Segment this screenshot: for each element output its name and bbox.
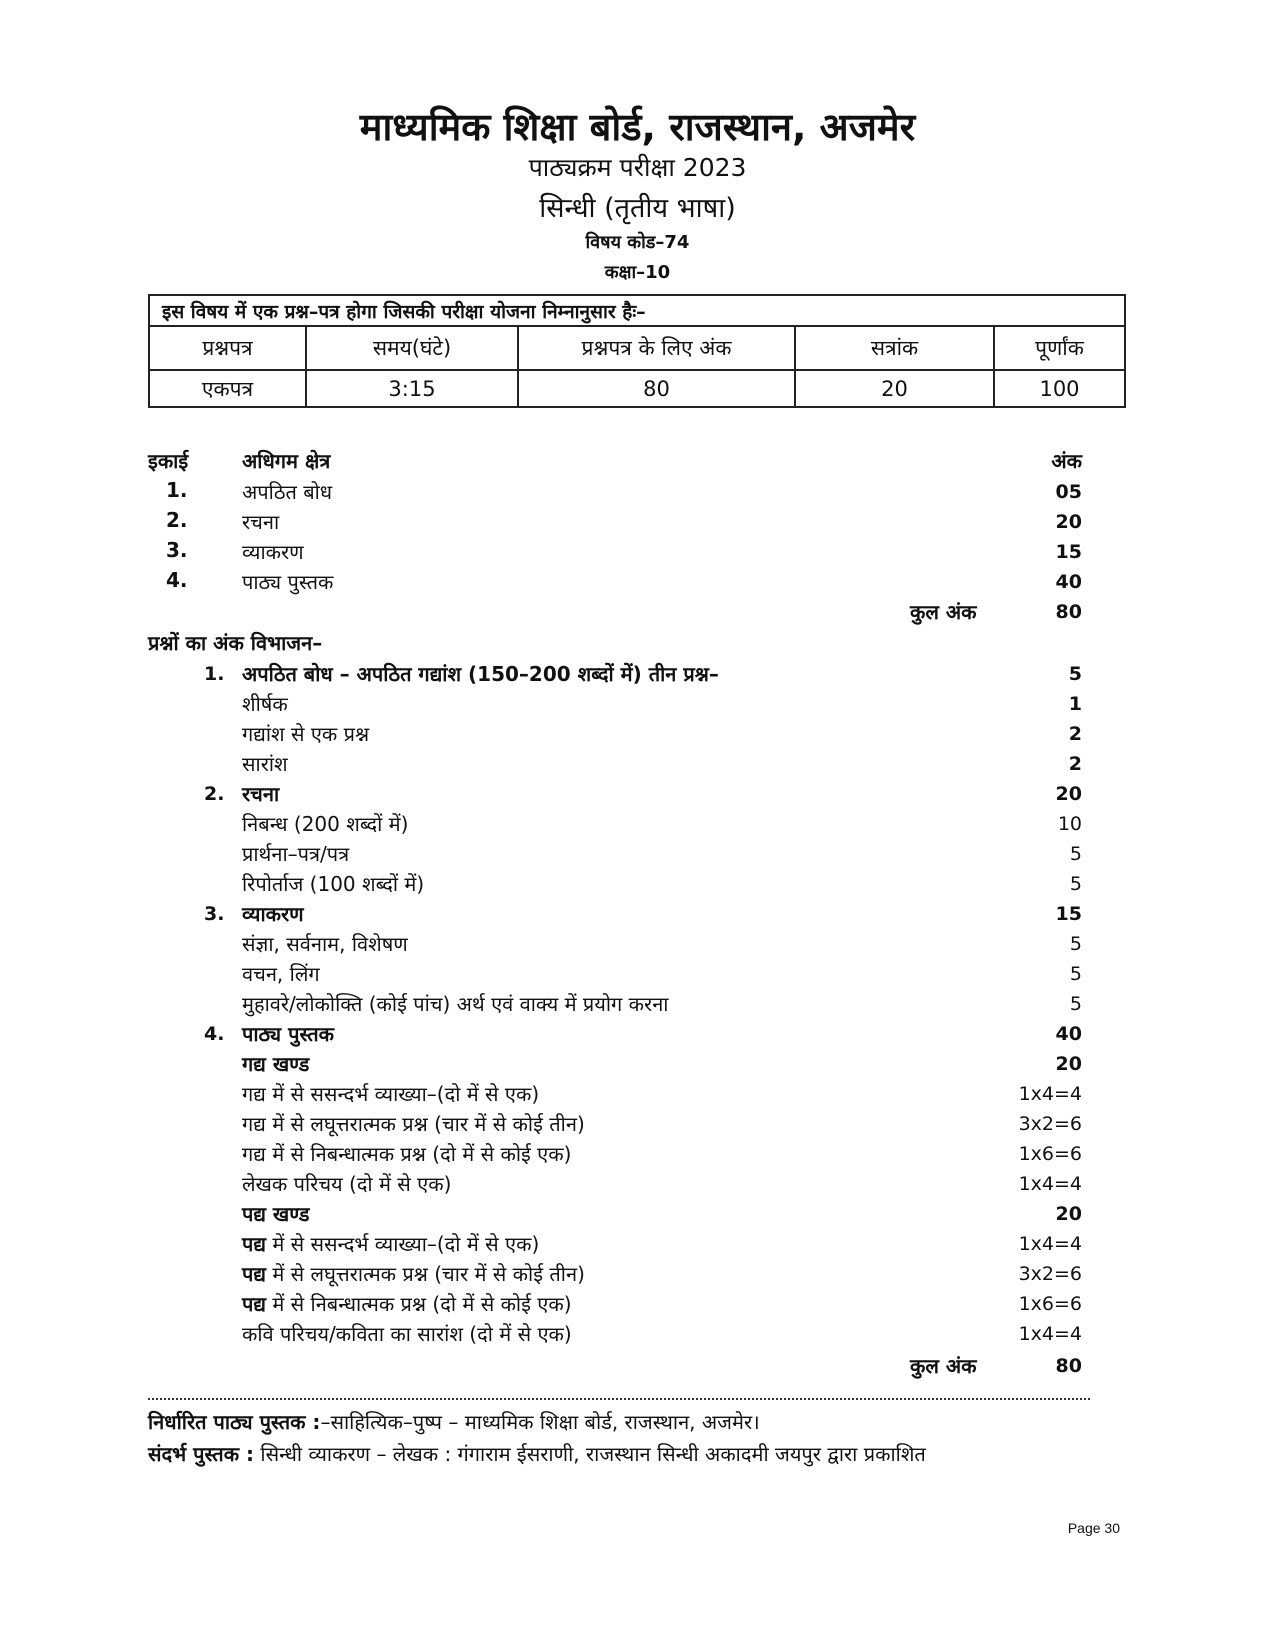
item-marks: 1x6=6	[1018, 1293, 1082, 1315]
item-marks: 3x2=6	[1018, 1263, 1082, 1285]
header-time: समय(घंटे)	[306, 326, 518, 370]
subsection-marks: 20	[1055, 1053, 1082, 1075]
exam-scheme-table	[148, 294, 1126, 408]
reference-label: संदर्भ पुस्तक :	[148, 1442, 255, 1466]
unit-number: 3.	[166, 538, 188, 562]
item-text: रिपोर्ताज (100 शब्दों में)	[242, 872, 425, 896]
item-lead: पद्य	[242, 1262, 266, 1286]
section-title: रचना	[242, 782, 280, 806]
item-marks: 5	[1069, 873, 1082, 895]
item-marks: 1x4=4	[1018, 1233, 1082, 1255]
exam-title: पाठ्यक्रम परीक्षा 2023	[528, 153, 747, 182]
item-marks: 3x2=6	[1018, 1113, 1082, 1135]
section-number: 2.	[204, 783, 225, 805]
item-marks: 1x4=4	[1018, 1173, 1082, 1195]
prescribed-label: निर्धारित पाठ्य पुस्तक :	[148, 1410, 321, 1434]
item-text: कवि परिचय/कविता का सारांश (दो में से एक)	[242, 1322, 572, 1346]
section-number: 1.	[204, 663, 225, 685]
class-label: कक्षा–10	[604, 262, 671, 283]
marks-column-header: अंक	[1051, 449, 1082, 473]
section-title: अपठित बोध – अपठित गद्यांश (150–200 शब्दों में) तीन प्रश्न–	[242, 662, 719, 686]
item-marks: 1x4=4	[1018, 1083, 1082, 1105]
item-text: लेखक परिचय (दो में से एक)	[242, 1172, 452, 1196]
unit-number: 1.	[166, 478, 188, 502]
distribution-total-label: कुल अंक	[910, 1354, 977, 1378]
unit-name: पाठ्य पुस्तक	[242, 570, 334, 594]
unit-column-header: इकाई	[148, 449, 189, 473]
subsection-title: गद्य खण्ड	[242, 1052, 310, 1076]
item-text: गद्य में से ससन्दर्भ व्याख्या–(दो में से एक)	[242, 1082, 540, 1106]
value-sessional: 20	[795, 370, 994, 407]
section-number: 3.	[204, 903, 225, 925]
item-text	[242, 1260, 585, 1287]
item-rest: में से निबन्धात्मक प्रश्न (दो में से कोई एक)	[265, 1292, 572, 1316]
item-text: गद्य में से निबन्धात्मक प्रश्न (दो में से कोई एक)	[242, 1142, 572, 1166]
units-total-label: कुल अंक	[910, 600, 977, 624]
item-marks: 2	[1068, 753, 1082, 775]
value-total: 100	[994, 370, 1125, 407]
item-text	[242, 1230, 539, 1257]
section-marks: 15	[1055, 903, 1082, 925]
section-marks: 5	[1068, 663, 1082, 685]
subject-title: सिन्धी (तृतीय भाषा)	[539, 193, 736, 224]
subsection-title: पद्य खण्ड	[242, 1202, 310, 1226]
item-text	[242, 1290, 572, 1317]
item-text: संज्ञा, सर्वनाम, विशेषण	[242, 932, 408, 956]
item-rest: में से लघूत्तरात्मक प्रश्न (चार में से कोई तीन)	[265, 1262, 585, 1286]
unit-number: 2.	[166, 508, 188, 532]
item-text: गद्यांश से एक प्रश्न	[242, 722, 370, 746]
item-marks: 5	[1069, 843, 1082, 865]
distribution-heading: प्रश्नों का अंक विभाजन–	[148, 631, 323, 655]
unit-marks: 20	[1055, 511, 1082, 533]
prescribed-book	[148, 1408, 760, 1435]
item-text: वचन, लिंग	[242, 962, 320, 986]
scheme-value-row	[149, 370, 1125, 407]
section-marks: 40	[1055, 1023, 1082, 1045]
item-text: निबन्ध (200 शब्दों में)	[242, 812, 409, 836]
header-sessional: सत्रांक	[795, 326, 994, 370]
scheme-intro: इस विषय में एक प्रश्न–पत्र होगा जिसकी परीक्षा योजना निम्नानुसार हैः–	[149, 295, 1125, 326]
item-text: शीर्षक	[242, 692, 288, 716]
unit-name: रचना	[242, 510, 280, 534]
item-lead: पद्य	[242, 1232, 266, 1256]
header-total: पूर्णांक	[994, 326, 1125, 370]
reference-text: सिन्धी व्याकरण – लेखक : गंगाराम ईसराणी, राजस्थान सिन्धी अकादमी जयपुर द्वारा प्रकाशित	[254, 1442, 926, 1466]
unit-number: 4.	[166, 568, 188, 592]
prescribed-text: –साहित्यिक–पुष्प – माध्यमिक शिक्षा बोर्ड, राजस्थान, अजमेर।	[320, 1410, 760, 1434]
dotted-divider	[148, 1398, 1090, 1400]
unit-name: व्याकरण	[242, 540, 304, 564]
value-paper-marks: 80	[518, 370, 795, 407]
item-marks: 1x6=6	[1018, 1143, 1082, 1165]
subsection-marks: 20	[1055, 1203, 1082, 1225]
item-marks: 1x4=4	[1018, 1323, 1082, 1345]
section-title: व्याकरण	[242, 902, 304, 926]
item-marks: 10	[1057, 813, 1082, 835]
unit-marks: 15	[1055, 541, 1082, 563]
page-number: Page 30	[1067, 1520, 1120, 1536]
unit-marks: 40	[1055, 571, 1082, 593]
item-text: प्रार्थना–पत्र/पत्र	[242, 842, 350, 866]
item-text: गद्य में से लघूत्तरात्मक प्रश्न (चार में से कोई तीन)	[242, 1112, 585, 1136]
area-column-header: अधिगम क्षेत्र	[242, 449, 331, 473]
scheme-header-row	[149, 326, 1125, 370]
item-marks: 5	[1069, 993, 1082, 1015]
item-rest: में से ससन्दर्भ व्याख्या–(दो में से एक)	[265, 1232, 540, 1256]
item-text: मुहावरे/लोकोक्ति (कोई पांच) अर्थ एवं वाक्य में प्रयोग करना	[242, 992, 669, 1016]
item-marks: 5	[1069, 963, 1082, 985]
units-total: 80	[1055, 601, 1082, 623]
item-marks: 5	[1069, 933, 1082, 955]
section-marks: 20	[1055, 783, 1082, 805]
section-number: 4.	[204, 1023, 225, 1045]
header-paper: प्रश्नपत्र	[149, 326, 306, 370]
board-title: माध्यमिक शिक्षा बोर्ड, राजस्थान, अजमेर	[359, 105, 916, 149]
unit-name: अपठित बोध	[242, 480, 333, 504]
item-text: सारांश	[242, 752, 288, 776]
distribution-total: 80	[1055, 1355, 1082, 1377]
reference-book	[148, 1440, 926, 1467]
value-time: 3:15	[306, 370, 518, 407]
item-marks: 2	[1068, 723, 1082, 745]
unit-marks: 05	[1055, 481, 1082, 503]
section-title: पाठ्य पुस्तक	[242, 1022, 334, 1046]
item-lead: पद्य	[242, 1292, 266, 1316]
value-paper: एकपत्र	[149, 370, 306, 407]
subject-code: विषय कोड–74	[585, 232, 690, 253]
header-paper-marks: प्रश्नपत्र के लिए अंक	[518, 326, 795, 370]
item-marks: 1	[1068, 693, 1082, 715]
